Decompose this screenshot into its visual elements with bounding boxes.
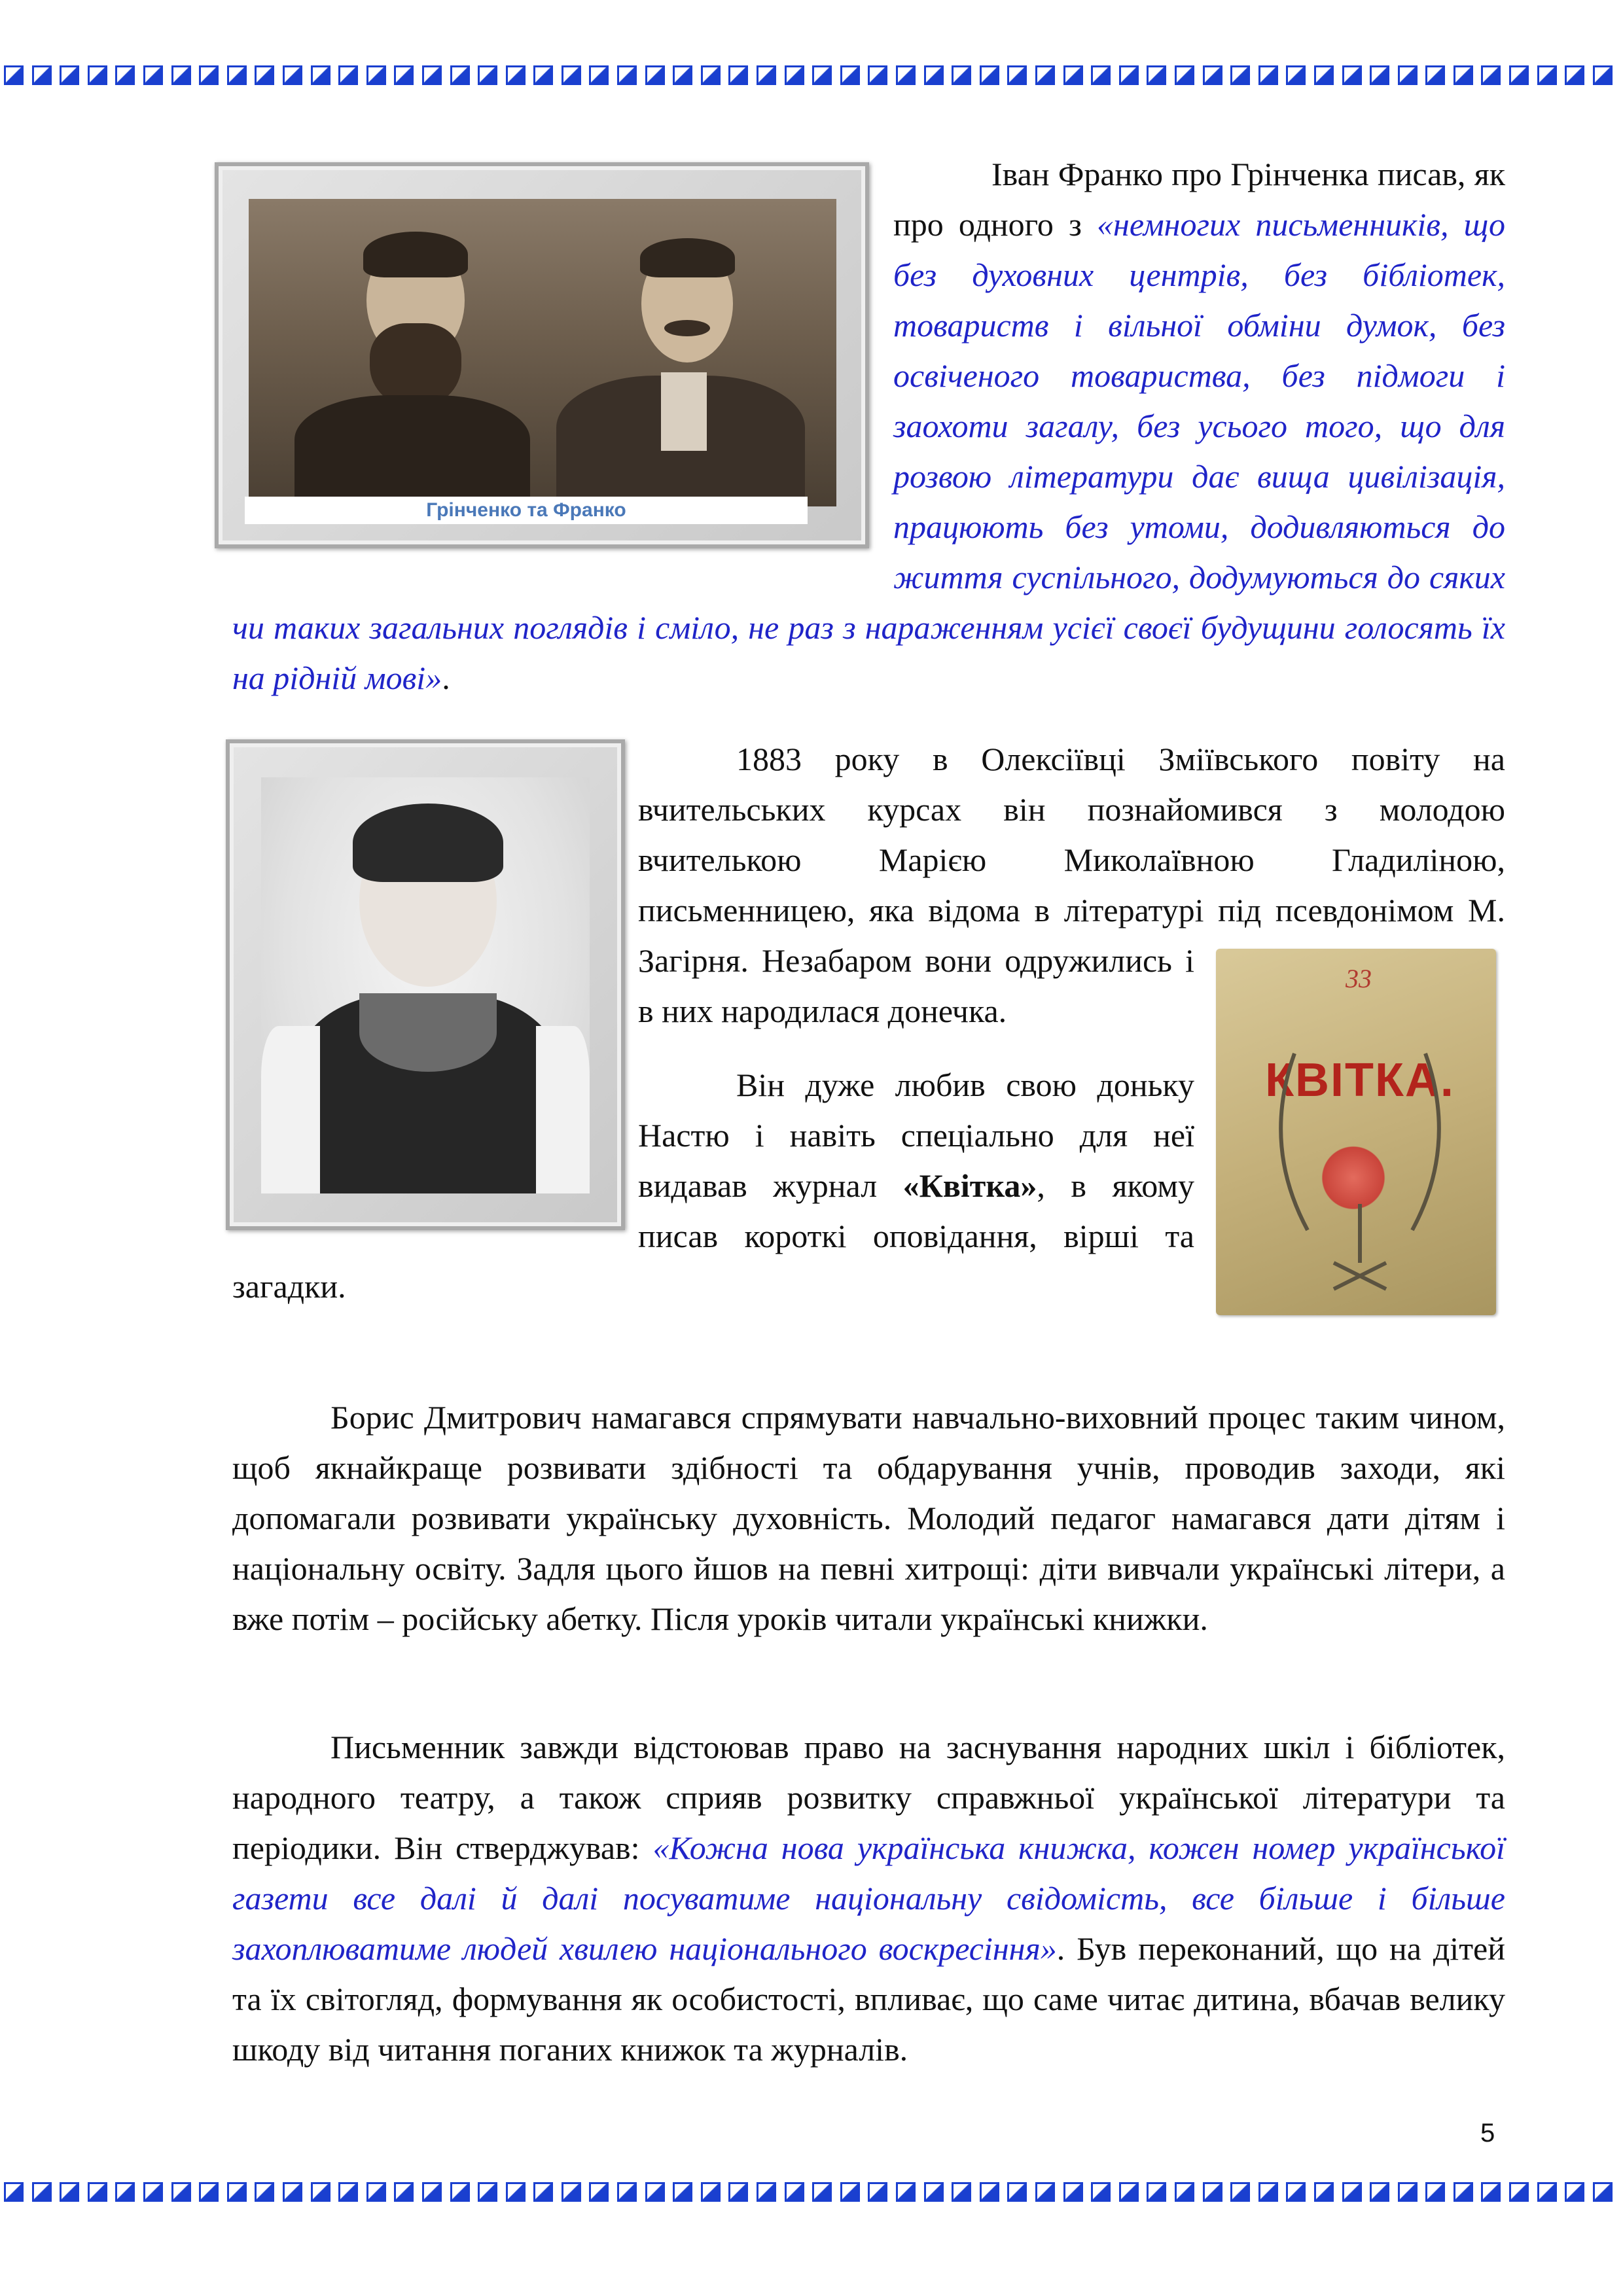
page-number: 5 bbox=[1480, 2119, 1495, 2147]
ornament-square-icon bbox=[645, 2182, 665, 2202]
franko-quote-paragraph bbox=[232, 149, 1505, 703]
ornament-square-icon bbox=[227, 2182, 247, 2202]
ornament-square-icon bbox=[115, 65, 135, 85]
ornament-square-icon bbox=[840, 2182, 860, 2202]
ornament-square-icon bbox=[394, 65, 414, 85]
ornament-square-icon bbox=[143, 65, 163, 85]
ornament-square-icon bbox=[701, 2182, 721, 2202]
ornament-square-icon bbox=[617, 65, 637, 85]
ornament-square-icon bbox=[896, 2182, 916, 2202]
ornament-square-icon bbox=[1147, 2182, 1166, 2202]
franko-quote: «немногих письменників, що без духовних центрів, без бібліотек, товариств і вільної обміни думок, без освіченого товариства, без підмоги і заохоти загалу, без усього того, що для розвою літератури дає вища цивілізація, працюють без утоми, додивляються до життя суспільного, додумуються до сяких чи таких загальних поглядів і сміло, не раз з нараженням усієї своєї будущини голосять їх на рідній мові» bbox=[232, 206, 1505, 696]
ornament-square-icon bbox=[617, 2182, 637, 2202]
ornament-square-icon bbox=[1035, 2182, 1055, 2202]
family-para1: 1883 року в Олексіївці Зміївського повіту на вчительських курсах він познайомився з молодою вчителькою Марією Миколаївною Гладиліною, письменницею, яка відома в літературі під псевдонімом М. Загірня. Незабаром вони одружились і в них народилася донечка. bbox=[638, 741, 1505, 1029]
ornament-square-icon bbox=[562, 2182, 581, 2202]
family-paragraph bbox=[232, 734, 1505, 1316]
photo-caption: Грінченко та Франко bbox=[245, 497, 808, 524]
ornament-square-icon bbox=[1175, 65, 1194, 85]
ornament-square-icon bbox=[952, 2182, 971, 2202]
ornament-square-icon bbox=[924, 2182, 944, 2202]
ornament-square-icon bbox=[757, 2182, 776, 2202]
ornament-square-icon bbox=[785, 2182, 804, 2202]
ornament-square-icon bbox=[1454, 2182, 1473, 2202]
ornament-square-icon bbox=[1398, 2182, 1418, 2202]
ornament-square-icon bbox=[283, 65, 302, 85]
ornament-square-icon bbox=[255, 2182, 274, 2202]
franko-quote-end: . bbox=[442, 660, 450, 696]
ornament-square-icon bbox=[589, 65, 609, 85]
ornament-square-icon bbox=[143, 2182, 163, 2202]
ornament-square-icon bbox=[980, 65, 999, 85]
bottom-ornamental-border bbox=[0, 2182, 1623, 2204]
ornament-square-icon bbox=[1286, 2182, 1306, 2202]
ornament-square-icon bbox=[1230, 2182, 1250, 2202]
ornament-square-icon bbox=[980, 2182, 999, 2202]
ornament-square-icon bbox=[1454, 65, 1473, 85]
ornament-square-icon bbox=[868, 65, 887, 85]
ornament-square-icon bbox=[1147, 65, 1166, 85]
ornament-square-icon bbox=[812, 65, 832, 85]
ornament-square-icon bbox=[673, 65, 692, 85]
ornament-square-icon bbox=[311, 2182, 330, 2202]
photo1-float-spacer bbox=[232, 149, 893, 555]
cover-float-spacer bbox=[1194, 937, 1505, 1316]
ornament-square-icon bbox=[1425, 2182, 1445, 2202]
ornament-square-icon bbox=[1342, 2182, 1362, 2202]
ornament-square-icon bbox=[952, 65, 971, 85]
ornament-square-icon bbox=[1119, 2182, 1139, 2202]
ornament-square-icon bbox=[506, 2182, 526, 2202]
family-para2-end: , в якому писав короткі оповідання, вірші та загадки. bbox=[232, 1167, 1194, 1305]
ornament-square-icon bbox=[1258, 65, 1278, 85]
ornament-square-icon bbox=[283, 2182, 302, 2202]
ornament-square-icon bbox=[1314, 2182, 1334, 2202]
ornament-square-icon bbox=[812, 2182, 832, 2202]
ornament-square-icon bbox=[115, 2182, 135, 2202]
writer-quote: «Кожна нова українська книжка, кожен номер української газети все далі й далі посуватиме національну свідомість, все більше і більше захоплюватиме людей хвилею національного воскресіння» bbox=[232, 1829, 1505, 1967]
franko-intro-text: Іван Франко про Грінченка писав, як про одного з bbox=[893, 156, 1505, 243]
ornament-square-icon bbox=[338, 65, 358, 85]
ornament-square-icon bbox=[199, 65, 219, 85]
ornament-square-icon bbox=[1286, 65, 1306, 85]
ornament-square-icon bbox=[589, 2182, 609, 2202]
ornament-square-icon bbox=[199, 2182, 219, 2202]
ornament-square-icon bbox=[422, 65, 442, 85]
cover-number: 33 bbox=[1346, 964, 1372, 993]
education-paragraph bbox=[232, 1392, 1505, 1644]
ornament-square-icon bbox=[1370, 65, 1389, 85]
ornament-square-icon bbox=[1314, 65, 1334, 85]
writer-text-start: Письменник завжди відстоював право на заснування народних шкіл і бібліотек, народного театру, а також сприяв розвитку справжньої української літератури та періодики. Він стверджував: bbox=[232, 1729, 1505, 1866]
ornament-square-icon bbox=[701, 65, 721, 85]
ornament-square-icon bbox=[924, 65, 944, 85]
ornament-square-icon bbox=[171, 65, 191, 85]
ornament-square-icon bbox=[1007, 65, 1027, 85]
ornament-square-icon bbox=[506, 65, 526, 85]
education-text: Борис Дмитрович намагався спрямувати навчально-виховний процес таким чином, щоб якнайкраще розвивати здібності та обдарування учнів, проводив заходи, які допомагали розвивати українську духовність. Молодий педагог намагався дати дітям і національну освіту. Задля цього йшов на певні хитрощі: діти вивчали українські літери, а вже потім – російську абетку. Після уроків читали українські книжки. bbox=[232, 1399, 1505, 1637]
ornament-square-icon bbox=[311, 65, 330, 85]
ornament-square-icon bbox=[1537, 65, 1557, 85]
ornament-square-icon bbox=[366, 2182, 386, 2202]
ornament-square-icon bbox=[32, 2182, 52, 2202]
ornament-square-icon bbox=[394, 2182, 414, 2202]
ornament-square-icon bbox=[533, 2182, 553, 2202]
ornament-square-icon bbox=[478, 65, 497, 85]
ornament-square-icon bbox=[88, 65, 107, 85]
ornament-square-icon bbox=[1203, 65, 1222, 85]
ornament-square-icon bbox=[1035, 65, 1055, 85]
ornament-square-icon bbox=[4, 2182, 24, 2202]
ornament-square-icon bbox=[450, 2182, 470, 2202]
ornament-square-icon bbox=[32, 65, 52, 85]
ornament-square-icon bbox=[60, 65, 79, 85]
ornament-square-icon bbox=[728, 2182, 748, 2202]
ornament-square-icon bbox=[1370, 2182, 1389, 2202]
family-para2-start: Він дуже любив свою доньку Настю і навіть спеціально для неї видавав журнал bbox=[638, 1067, 1194, 1204]
ornament-square-icon bbox=[227, 65, 247, 85]
ornament-square-icon bbox=[673, 2182, 692, 2202]
ornament-square-icon bbox=[757, 65, 776, 85]
ornament-square-icon bbox=[1230, 65, 1250, 85]
ornament-square-icon bbox=[1509, 2182, 1529, 2202]
ornament-square-icon bbox=[1481, 2182, 1501, 2202]
kvitka-title-bold: «Квітка» bbox=[902, 1167, 1037, 1204]
ornament-square-icon bbox=[1537, 2182, 1557, 2202]
ornament-square-icon bbox=[1425, 65, 1445, 85]
ornament-square-icon bbox=[840, 65, 860, 85]
ornament-square-icon bbox=[88, 2182, 107, 2202]
ornament-square-icon bbox=[1565, 2182, 1584, 2202]
ornament-square-icon bbox=[1481, 65, 1501, 85]
ornament-square-icon bbox=[1119, 65, 1139, 85]
ornament-square-icon bbox=[1593, 65, 1613, 85]
photo2-float-spacer bbox=[232, 734, 638, 1238]
ornament-square-icon bbox=[896, 65, 916, 85]
ornament-square-icon bbox=[1063, 65, 1083, 85]
ornament-square-icon bbox=[1593, 2182, 1613, 2202]
ornament-square-icon bbox=[645, 65, 665, 85]
ornament-square-icon bbox=[533, 65, 553, 85]
ornament-square-icon bbox=[1258, 2182, 1278, 2202]
writer-paragraph bbox=[232, 1722, 1505, 2075]
ornament-square-icon bbox=[60, 2182, 79, 2202]
ornament-square-icon bbox=[1509, 65, 1529, 85]
ornament-square-icon bbox=[1203, 2182, 1222, 2202]
ornament-square-icon bbox=[785, 65, 804, 85]
ornament-square-icon bbox=[728, 65, 748, 85]
ornament-square-icon bbox=[1091, 2182, 1111, 2202]
ornament-square-icon bbox=[255, 65, 274, 85]
ornament-square-icon bbox=[1007, 2182, 1027, 2202]
ornament-square-icon bbox=[422, 2182, 442, 2202]
ornament-square-icon bbox=[171, 2182, 191, 2202]
ornament-square-icon bbox=[450, 65, 470, 85]
ornament-square-icon bbox=[868, 2182, 887, 2202]
ornament-square-icon bbox=[1565, 65, 1584, 85]
ornament-square-icon bbox=[366, 65, 386, 85]
ornament-square-icon bbox=[1342, 65, 1362, 85]
ornament-square-icon bbox=[1175, 2182, 1194, 2202]
ornament-square-icon bbox=[338, 2182, 358, 2202]
ornament-square-icon bbox=[478, 2182, 497, 2202]
ornament-square-icon bbox=[562, 65, 581, 85]
ornament-square-icon bbox=[1091, 65, 1111, 85]
ornament-square-icon bbox=[1398, 65, 1418, 85]
ornament-square-icon bbox=[4, 65, 24, 85]
top-ornamental-border bbox=[0, 65, 1623, 88]
ornament-square-icon bbox=[1063, 2182, 1083, 2202]
writer-text-end: . Був переконаний, що на дітей та їх світогляд, формування як особистості, впливає, що саме читає дитина, вбачав велику шкоду від читання поганих книжок та журналів. bbox=[232, 1930, 1505, 2068]
cover-title: КВІТКА. bbox=[1265, 1054, 1455, 1106]
